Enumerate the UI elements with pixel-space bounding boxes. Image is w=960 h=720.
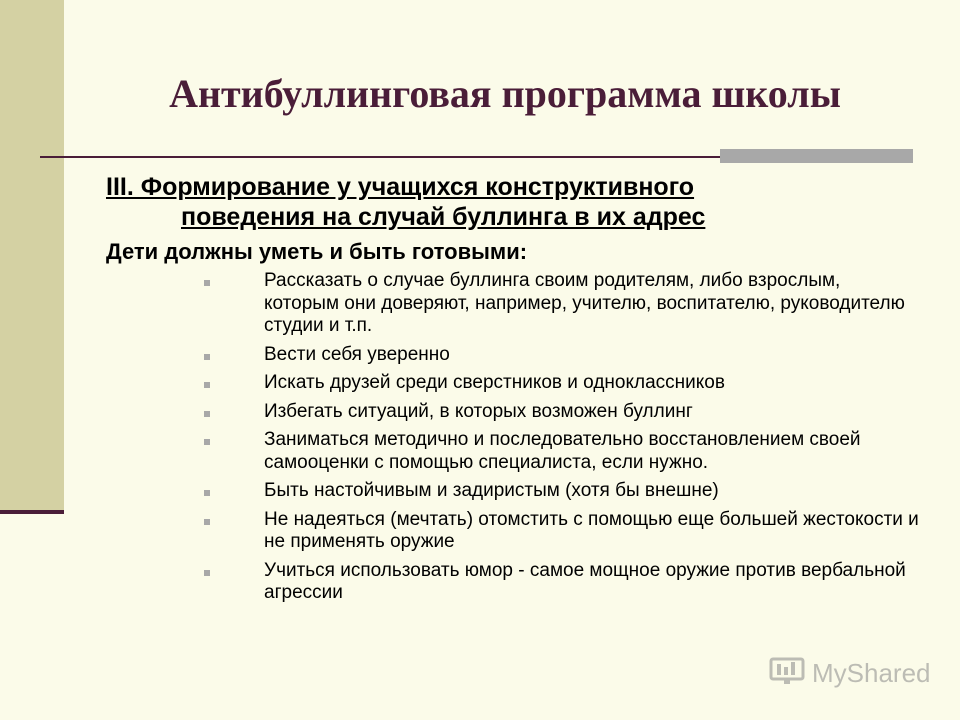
slide-title: Антибуллинговая программа школы — [169, 71, 841, 116]
bullet-icon — [204, 439, 210, 445]
list-item-text: Избегать ситуаций, в которых возможен буллинг — [264, 400, 693, 422]
section-heading-line-1: III. Формирование у учащихся конструктивного — [106, 173, 695, 201]
side-band-accent — [0, 510, 64, 514]
bullet-icon — [204, 570, 210, 576]
intro-text: Дети должны уметь и быть готовыми: — [106, 239, 528, 264]
bullet-list — [200, 270, 920, 611]
bullet-icon — [204, 280, 210, 286]
section-heading-line-2: поведения на случай буллинга в их адрес — [181, 203, 706, 231]
list-item-text: Быть настойчивым и задиристым (хотя бы внешне) — [264, 480, 719, 501]
list-item — [200, 560, 920, 605]
bullet-icon — [204, 354, 210, 360]
list-item-text: Рассказать о случае буллинга своим родителям, либо взрослым, которым они доверяют, например, учителю, воспитателю, руководителю студии и т.п. — [264, 270, 905, 336]
bullet-icon — [204, 382, 210, 388]
bullet-icon — [204, 519, 210, 525]
bullet-icon — [204, 490, 210, 496]
list-item — [200, 372, 920, 395]
list-item-text: Заниматься методично и последовательно восстановлением своей самооценки с помощью специалиста, если нужно. — [264, 429, 861, 473]
bullet-icon — [204, 411, 210, 417]
list-item — [200, 429, 920, 474]
presentation-screen-icon — [768, 656, 806, 691]
list-item — [200, 509, 920, 554]
list-item — [200, 480, 920, 503]
list-item-text: Учиться использовать юмор - самое мощное оружие против вербальной агрессии — [264, 559, 906, 603]
section-heading — [106, 172, 886, 232]
list-item — [200, 270, 920, 338]
watermark — [768, 656, 931, 690]
list-item-text: Не надеяться (мечтать) отомстить с помощью еще большей жестокости и не применять оружие — [264, 508, 919, 552]
list-item — [200, 344, 920, 367]
watermark-text: MyShared — [812, 657, 931, 688]
list-item — [200, 401, 920, 424]
list-item-text: Искать друзей среди сверстников и одноклассников — [264, 372, 725, 393]
title-divider-accent — [720, 149, 913, 163]
list-item-text: Вести себя уверенно — [264, 343, 450, 365]
